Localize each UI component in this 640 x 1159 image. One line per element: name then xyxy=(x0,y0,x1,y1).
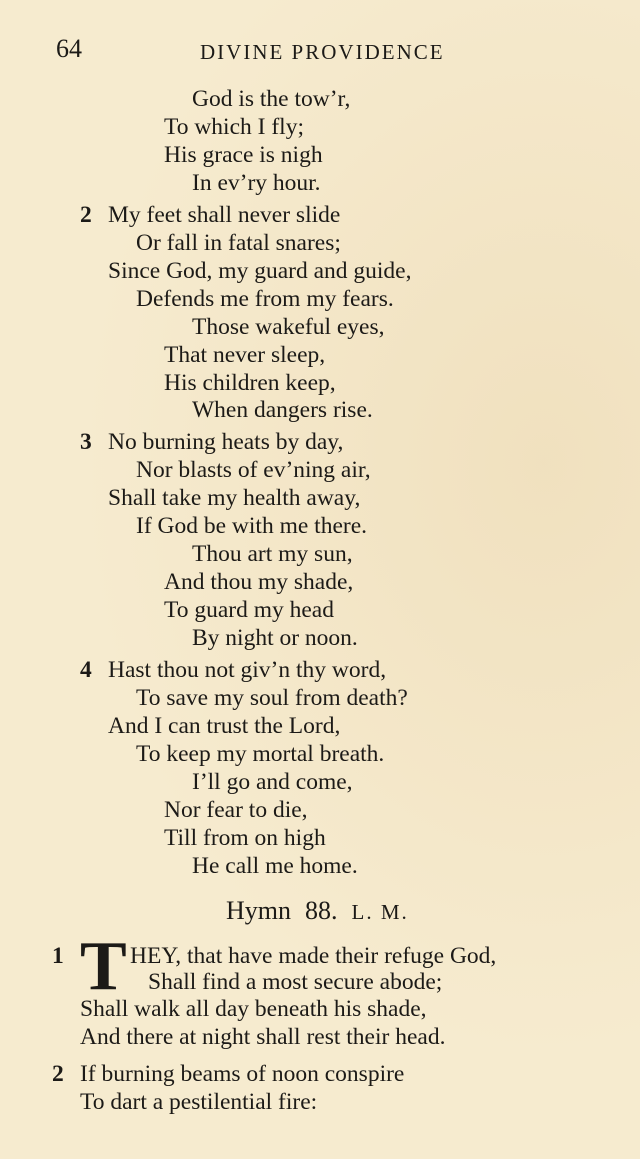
verse-line: God is the tow’r, xyxy=(192,86,351,112)
verse-line: And there at night shall rest their head. xyxy=(80,1024,446,1050)
hymn-meter: L. M. xyxy=(351,900,409,924)
verse-line: To guard my head xyxy=(164,597,334,623)
verse-line: Those wakeful eyes, xyxy=(192,314,385,340)
verse-line: That never sleep, xyxy=(164,342,326,368)
verse-line: He call me home. xyxy=(192,853,358,879)
verse-line: Shall walk all day beneath his shade, xyxy=(80,996,427,1022)
verse-line: Till from on high xyxy=(164,825,326,851)
verse-line: To which I fly; xyxy=(164,114,304,140)
verse-number: 2 xyxy=(80,202,92,228)
verse-line: If burning beams of noon conspire xyxy=(80,1061,405,1087)
verse-line: To save my soul from death? xyxy=(136,685,408,711)
verse-line: Nor blasts of ev’ning air, xyxy=(136,457,371,483)
verse-line: To keep my mortal breath. xyxy=(136,741,385,767)
drop-cap: T xyxy=(80,928,127,1005)
verse-line: Or fall in fatal snares; xyxy=(136,230,341,256)
verse-line: His children keep, xyxy=(164,370,336,396)
hymn-title xyxy=(226,896,409,926)
verse-line: And thou my shade, xyxy=(164,569,354,595)
verse-line: His grace is nigh xyxy=(164,142,323,168)
verse-line: If God be with me there. xyxy=(136,513,368,539)
verse-line: And I can trust the Lord, xyxy=(108,713,341,739)
verse-line: By night or noon. xyxy=(192,625,358,651)
verse-line: I’ll go and come, xyxy=(192,769,353,795)
verse-line: In ev’ry hour. xyxy=(192,170,321,196)
verse-line: Defends me from my fears. xyxy=(136,286,394,312)
verse-line: No burning heats by day, xyxy=(108,429,344,455)
verse-number: 2 xyxy=(52,1061,64,1087)
verse-line: My feet shall never slide xyxy=(108,202,341,228)
verse-line: Hast thou not giv’n thy word, xyxy=(108,657,387,683)
verse-line: HEY, that have made their refuge God, xyxy=(130,943,497,969)
verse-line: When dangers rise. xyxy=(192,397,373,423)
verse-number: 3 xyxy=(80,429,92,455)
verse-line: Shall take my health away, xyxy=(108,485,361,511)
verse-line: Thou art my sun, xyxy=(192,541,353,567)
page-number: 64 xyxy=(56,34,82,63)
verse-number: 4 xyxy=(80,657,92,683)
verse-number: 1 xyxy=(52,943,64,969)
hymn-title-word: Hymn xyxy=(226,896,291,925)
verse-line: To dart a pestilential fire: xyxy=(80,1089,318,1115)
verse-line: Nor fear to die, xyxy=(164,797,308,823)
running-title: DIVINE PROVIDENCE xyxy=(200,40,445,64)
hymn-number: 88. xyxy=(305,896,338,925)
verse-line: Since God, my guard and guide, xyxy=(108,258,412,284)
verse-line: Shall find a most secure abode; xyxy=(148,969,443,995)
